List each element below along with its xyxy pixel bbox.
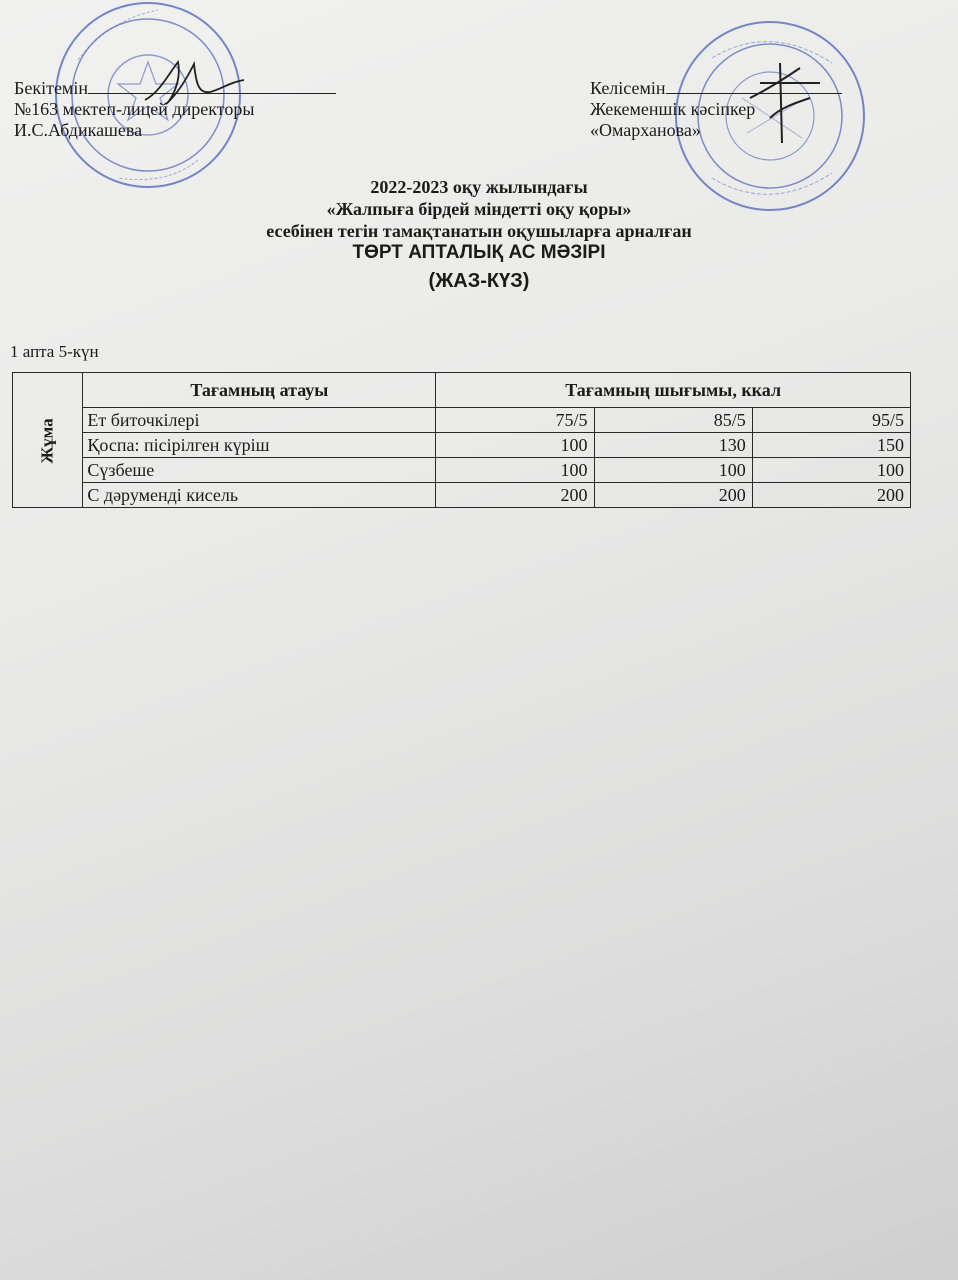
- output-value: 200: [436, 483, 594, 508]
- dish-name-header: Тағамның атауы: [83, 373, 436, 408]
- approval-block-left: [14, 78, 336, 141]
- title-line-4: ТӨРТ АПТАЛЫҚ АС МӘЗІРІ: [352, 242, 606, 263]
- signature-line-right: [666, 79, 842, 94]
- table-row: [13, 408, 911, 433]
- document-title: [0, 176, 958, 292]
- dish-name: Сүзбеше: [83, 458, 436, 483]
- day-name-cell: [13, 373, 83, 508]
- entrepreneur-name: «Омарханова»: [590, 120, 701, 140]
- director-name: И.С.Абдикашева: [14, 120, 143, 140]
- output-value: 75/5: [436, 408, 594, 433]
- table-row: [13, 433, 911, 458]
- dish-name: Қоспа: пісірілген күріш: [83, 433, 436, 458]
- day-name: Жұма: [37, 417, 57, 464]
- output-value: 100: [436, 433, 594, 458]
- title-line-2: «Жалпыға бірдей міндетті оқу қоры»: [326, 199, 632, 219]
- output-value: 85/5: [594, 408, 752, 433]
- output-value: 150: [752, 433, 910, 458]
- output-value: 200: [752, 483, 910, 508]
- output-value: 95/5: [752, 408, 910, 433]
- approval-block-right: [590, 78, 842, 141]
- output-value: 130: [594, 433, 752, 458]
- output-value: 200: [594, 483, 752, 508]
- menu-table: [12, 372, 911, 508]
- table-row: [13, 458, 911, 483]
- title-line-3: есебінен тегін тамақтанатын оқушыларға арналған: [266, 221, 692, 241]
- dish-name: Ет биточкілері: [83, 408, 436, 433]
- director-title: №163 мектеп-лицей директоры: [14, 99, 255, 119]
- entrepreneur-title: Жекеменшік кәсіпкер: [590, 99, 756, 119]
- table-header-row: [13, 373, 911, 408]
- agree-label: Келісемін: [590, 78, 666, 98]
- output-value: 100: [436, 458, 594, 483]
- signature-line-left: [88, 79, 336, 94]
- week-day-label: 1 апта 5-күн: [10, 342, 99, 361]
- dish-output-header: Тағамның шығымы, ккал: [436, 373, 911, 408]
- output-value: 100: [594, 458, 752, 483]
- title-line-1: 2022-2023 оқу жылындағы: [370, 177, 588, 197]
- title-line-5: (ЖАЗ-КҮЗ): [428, 270, 530, 292]
- output-value: 100: [752, 458, 910, 483]
- approve-label: Бекітемін: [14, 78, 88, 98]
- table-row: [13, 483, 911, 508]
- dish-name: С дәруменді кисель: [83, 483, 436, 508]
